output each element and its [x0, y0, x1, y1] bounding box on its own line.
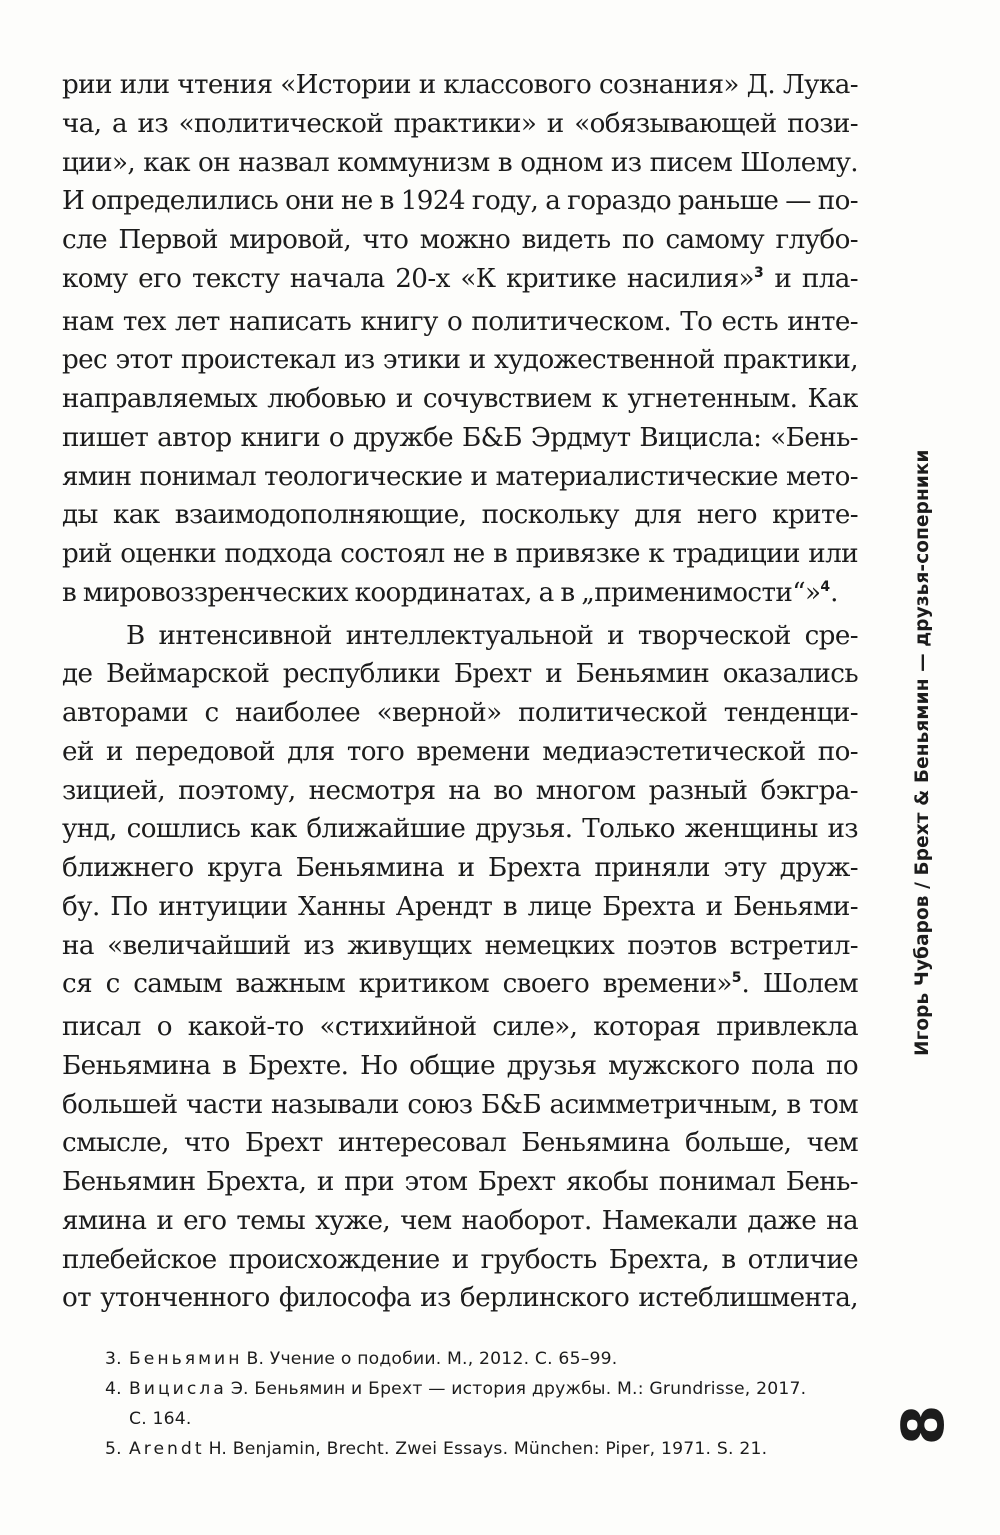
text-segment: в мировоззренческих координатах, а в „применимости“» [62, 577, 821, 608]
text-line: ды как взаимодополняющие, поскольку для него крите- [62, 500, 858, 531]
main-text [62, 66, 858, 1318]
text-line: на «величайший из живущих немецких поэтов встретил- [62, 930, 858, 961]
text-line: смысле, что Брехт интересовал Беньямина больше, чем [62, 1128, 858, 1159]
footnote-4 [105, 1374, 865, 1434]
page-number-text: 8 [888, 1404, 957, 1446]
footnote-author: Вицисла [129, 1379, 227, 1399]
text-line [62, 574, 858, 617]
text-line: рес этот проистекал из этики и художественной практики, [62, 345, 858, 376]
text-line: нам тех лет написать книгу о политическом. То есть инте- [62, 306, 858, 337]
text-line: бу. По интуиции Ханны Арендт в лице Брехта и Беньями- [62, 891, 858, 922]
footnote-ref-5[interactable]: 5 [731, 970, 742, 987]
footnote-ref-4[interactable]: 4 [820, 578, 831, 595]
text-line: Беньямин Брехта, и при этом Брехт якобы понимал Бень- [62, 1167, 858, 1197]
text-line: направляемых любовью и сочувствием к угнетенным. Как [62, 384, 858, 414]
text-line: рии или чтения «Истории и классового сознания» Д. Лука- [62, 70, 858, 100]
footnotes [105, 1344, 865, 1464]
footnote-number: 5. [105, 1439, 122, 1459]
footnote-number: 4. [105, 1379, 122, 1399]
text-line: В интенсивной интеллектуальной и творческой сре- [126, 620, 858, 651]
text-line: ча, а из «политической практики» и «обязывающей пози- [62, 108, 858, 139]
text-line: И определились они не в 1924 году, а гораздо раньше — по- [62, 186, 858, 217]
footnote-ref-3[interactable]: 3 [753, 264, 764, 281]
text-line: плебейское происхождение и грубость Брехта, в отличие [62, 1244, 858, 1275]
text-segment: . [830, 577, 838, 608]
text-line: ближнего круга Беньямина и Брехта приняли эту друж- [62, 853, 858, 883]
text-line: сле Первой мировой, что можно видеть по самому глубо- [62, 225, 858, 255]
footnote-author: Arendt [129, 1439, 205, 1459]
text-segment: ся с самым важным критиком своего времени» [62, 969, 732, 1000]
text-line: ямин понимал теологические и материалистические мето- [62, 461, 858, 492]
text-line: Беньямина в Брехте. Но общие друзья мужского пола по [62, 1050, 858, 1081]
footnote-text: H. Benjamin, Brecht. Zwei Essays. München: Piper, 1971. S. 21. [208, 1439, 768, 1459]
footnote-3 [105, 1344, 865, 1374]
text-segment: и пла- [763, 263, 858, 294]
footnote-5 [105, 1434, 865, 1464]
text-segment: . Шолем [741, 969, 858, 1000]
text-line: рий оценки подхода состоял не в привязке к традиции или [62, 539, 858, 569]
page-number [888, 1390, 957, 1460]
text-segment: кому его тексту начала 20-х «К критике насилия» [62, 263, 754, 294]
footnote-author: Беньямин [129, 1349, 243, 1369]
text-line: де Веймарской республики Брехт и Беньямин оказались [62, 659, 858, 690]
text-line: зицией, поэтому, несмотря на во многом разный бэкгра- [62, 775, 858, 806]
text-line: авторами с наиболее «верной» политической тенденци- [62, 698, 858, 728]
text-line: ей и передовой для того времени медиаэстетической по- [62, 736, 858, 767]
running-head: Игорь Чубаров / Брехт & Беньямин — друзья-соперники [912, 449, 933, 1056]
footnote-text-continued: С. 164. [129, 1409, 192, 1429]
text-line: большей части называли союз Б&Б асимметричным, в том [62, 1089, 858, 1120]
text-line: от утонченного философа из берлинского истеблишмента, [62, 1283, 858, 1314]
footnote-number: 3. [105, 1349, 122, 1369]
text-line: унд, сошлись как ближайшие друзья. Только женщины из [62, 814, 858, 845]
footnote-text: В. Учение о подобии. М., 2012. С. 65–99. [246, 1349, 618, 1369]
text-line: писал о какой-то «стихийной силе», которая привлекла [62, 1012, 858, 1042]
paragraph-1 [62, 66, 858, 617]
text-line: ции», как он назвал коммунизм в одном из писем Шолему. [62, 147, 858, 178]
footnote-text: Э. Беньямин и Брехт — история дружбы. М.: Grundrisse, 2017. [230, 1379, 807, 1399]
text-line: пишет автор книги о дружбе Б&Б Эрдмут Вицисла: «Бень- [62, 422, 858, 453]
paragraph-2 [62, 617, 858, 1319]
text-line [62, 965, 858, 1008]
text-line: ямина и его темы хуже, чем наоборот. Намекали даже на [62, 1205, 858, 1236]
text-line [62, 260, 858, 303]
